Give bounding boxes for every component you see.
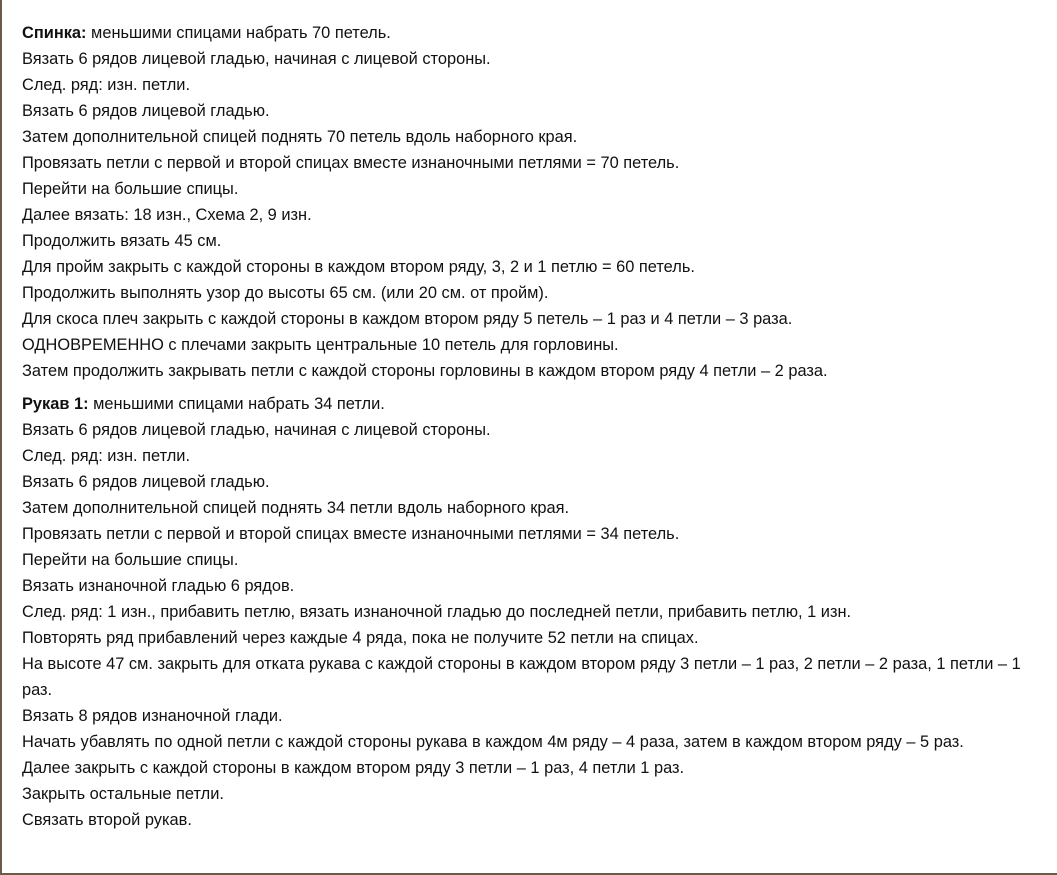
instruction-line: Продолжить выполнять узор до высоты 65 см. (или 20 см. от пройм). [22, 284, 549, 302]
instruction-line: След. ряд: изн. петли. [22, 76, 191, 94]
section-sleeve [22, 391, 1042, 833]
instruction-line: След. ряд: 1 изн., прибавить петлю, вязать изнаночной гладью до последней петли, прибавить петлю, 1 изн. [22, 603, 852, 621]
instruction-line: Затем продолжить закрывать петли с каждой стороны горловины в каждом втором ряду 4 петли – 2 раза. [22, 362, 828, 380]
section-intro-line [22, 391, 1042, 417]
section-back [22, 20, 1042, 384]
instruction-line: Связать второй рукав. [22, 811, 192, 829]
instruction-line: Закрыть остальные петли. [22, 785, 224, 803]
instruction-line: ОДНОВРЕМЕННО с плечами закрыть центральные 10 петель для горловины. [22, 336, 619, 354]
section-intro: меньшими спицами набрать 34 петли. [88, 395, 385, 413]
instruction-line: Для пройм закрыть с каждой стороны в каждом втором ряду, 3, 2 и 1 петлю = 60 петель. [22, 258, 695, 276]
instruction-line: Вязать 6 рядов лицевой гладью. [22, 473, 270, 491]
instruction-line: Повторять ряд прибавлений через каждые 4 ряда, пока не получите 52 петли на спицах. [22, 629, 699, 647]
instruction-line: Затем дополнительной спицей поднять 70 петель вдоль наборного края. [22, 128, 578, 146]
instruction-line: Продолжить вязать 45 см. [22, 232, 222, 250]
instruction-line: Провязать петли с первой и второй спицах вместе изнаночными петлями = 34 петель. [22, 525, 680, 543]
instruction-line: Вязать 6 рядов лицевой гладью, начиная с лицевой стороны. [22, 421, 491, 439]
instruction-line: Перейти на большие спицы. [22, 180, 239, 198]
instruction-line: Вязать 6 рядов лицевой гладью, начиная с лицевой стороны. [22, 50, 491, 68]
instruction-line: Вязать 8 рядов изнаночной глади. [22, 707, 283, 725]
instruction-line: Провязать петли с первой и второй спицах вместе изнаночными петлями = 70 петель. [22, 154, 680, 172]
section-intro-line [22, 20, 1042, 46]
section-intro: меньшими спицами набрать 70 петель. [86, 24, 391, 42]
article-text [22, 20, 1042, 833]
instruction-line: Далее вязать: 18 изн., Схема 2, 9 изн. [22, 206, 312, 224]
instruction-line: След. ряд: изн. петли. [22, 447, 191, 465]
instruction-line: Вязать изнаночной гладью 6 рядов. [22, 577, 295, 595]
instruction-line: Для скоса плеч закрыть с каждой стороны в каждом втором ряду 5 петель – 1 раз и 4 петли – 3 раза. [22, 310, 793, 328]
section-heading: Спинка: [22, 24, 87, 42]
instruction-line: Перейти на большие спицы. [22, 551, 239, 569]
instruction-line: Затем дополнительной спицей поднять 34 петли вдоль наборного края. [22, 499, 570, 517]
left-border [0, 0, 2, 875]
instruction-line: Далее закрыть с каждой стороны в каждом втором ряду 3 петли – 1 раз, 4 петли 1 раз. [22, 759, 685, 777]
section-heading: Рукав 1: [22, 395, 89, 413]
instruction-line: Начать убавлять по одной петли с каждой стороны рукава в каждом 4м ряду – 4 раза, затем в каждом втором ряду – 5 раз. [22, 733, 964, 751]
instruction-line: На высоте 47 см. закрыть для отката рукава с каждой стороны в каждом втором ряду 3 петли – 1 раз, 2 петли – 2 раза, 1 петли – 1 раз. [22, 655, 1021, 699]
instruction-line: Вязать 6 рядов лицевой гладью. [22, 102, 270, 120]
